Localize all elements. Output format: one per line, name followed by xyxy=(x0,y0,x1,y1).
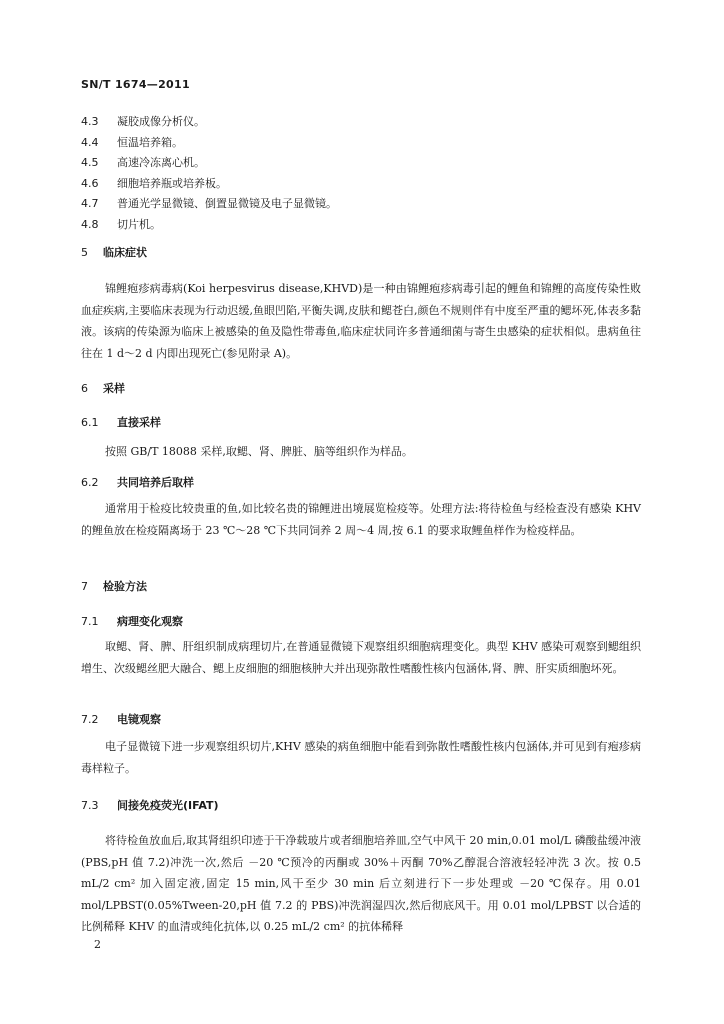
subsection-paragraph: 电子显微镜下进一步观察组织切片,KHV 感染的病鱼细胞中能看到弥散性嗜酸性核内包涵体,并可见到有疱疹病毒样粒子。 xyxy=(81,740,641,775)
subsection-title: 共同培养后取样 xyxy=(117,476,194,489)
item-number: 4.7 xyxy=(81,197,99,210)
page-number: 2 xyxy=(94,938,101,951)
item-text: 细胞培养瓶或培养板。 xyxy=(117,176,227,190)
subsection-title: 电镜观察 xyxy=(117,713,161,726)
item-text: 普通光学显微镜、倒置显微镜及电子显微镜。 xyxy=(117,197,337,210)
item-number: 4.3 xyxy=(81,115,99,128)
item-text: 切片机。 xyxy=(117,217,161,231)
section-number: 5 xyxy=(81,246,88,259)
subsection-number: 6.1 xyxy=(81,416,99,429)
subsection-title: 间接免疫荧光(IFAT) xyxy=(117,799,219,812)
list-item xyxy=(81,112,337,133)
section-heading xyxy=(81,578,147,594)
subsection-heading xyxy=(81,797,219,813)
item-number: 4.6 xyxy=(81,176,99,190)
item-text: 恒温培养箱。 xyxy=(117,135,183,149)
item-text: 高速冷冻离心机。 xyxy=(117,156,205,169)
subsection-heading xyxy=(81,711,161,727)
section-number: 6 xyxy=(81,382,88,395)
item-text: 凝胶成像分析仪。 xyxy=(117,115,205,128)
list-item xyxy=(81,153,337,174)
equipment-list xyxy=(81,112,337,235)
subsection-number: 7.1 xyxy=(81,615,99,628)
item-number: 4.8 xyxy=(81,217,99,231)
subsection-paragraph: 通常用于检疫比较贵重的鱼,如比较名贵的锦鲤进出境展览检疫等。处理方法:将待检鱼与经检查没有感染 KHV 的鲤鱼放在检疫隔离场于 23 ℃～28 ℃下共同饲养 2 周～4 周,按 6.1 的要求取鲤鱼样作为检疫样品。 xyxy=(81,502,641,537)
subsection-title: 直接采样 xyxy=(117,416,161,429)
subsection-heading xyxy=(81,414,161,430)
subsection-heading xyxy=(81,613,183,629)
list-item xyxy=(81,215,337,236)
subsection-heading xyxy=(81,474,194,490)
section-paragraph: 锦鲤疱疹病毒病(Koi herpesvirus disease,KHVD)是一种由锦鲤疱疹病毒引起的鲤鱼和锦鲤的高度传染性败血症疾病,主要临床表现为行动迟缓,鱼眼凹陷,平衡失调,皮肤和鳃苍白,颜色不规则伴有中度至严重的鳃坏死,体表多黏液。该病的传染源为临床上被感染的鱼及隐性带毒鱼,临床症状同许多普通细菌与寄生虫感染的症状相似。患病鱼往往在 1 d～2 d 内即出现死亡(参见附录 A)。 xyxy=(81,282,641,360)
list-item xyxy=(81,174,337,195)
list-item xyxy=(81,194,337,215)
item-number: 4.5 xyxy=(81,156,99,169)
item-number: 4.4 xyxy=(81,135,99,149)
section-number: 7 xyxy=(81,580,88,593)
section-heading xyxy=(81,380,125,396)
subsection-paragraph: 将待检鱼放血后,取其肾组织印迹于干净载玻片或者细胞培养皿,空气中风干 20 min,0.01 mol/L 磷酸盐缓冲液(PBS,pH 值 7.2)冲洗一次,然后 －20 ℃预冷的丙酮或 30%＋丙酮 70%乙醇混合溶液轻轻冲洗 3 次。按 0.5 mL/2 cm² 加入固定液,固定 15 min,风干至少 30 min 后立刻进行下一步处理或 －20 ℃保存。用 0.01 mol/LPBST(0.05%Tween-20,pH 值 7.2 的 PBS)冲洗润湿四次,然后彻底风干。用 0.01 mol/LPBST 以合适的比例稀释 KHV 的血清或纯化抗体,以 0.25 mL/2 cm² 的抗体稀释 xyxy=(81,834,641,933)
standard-code-header: SN/T 1674—2011 xyxy=(81,78,190,91)
section-heading xyxy=(81,244,147,260)
section-title: 临床症状 xyxy=(103,246,147,259)
subsection-paragraph: 按照 GB/T 18088 采样,取鳃、肾、脾脏、脑等组织作为样品。 xyxy=(105,445,413,458)
section-title: 采样 xyxy=(103,382,125,395)
section-title: 检验方法 xyxy=(103,580,147,593)
subsection-title: 病理变化观察 xyxy=(117,615,183,628)
subsection-number: 7.3 xyxy=(81,799,99,812)
subsection-paragraph: 取鳃、肾、脾、肝组织制成病理切片,在普通显微镜下观察组织细胞病理变化。典型 KHV 感染可观察到鳃组织增生、次级鳃丝肥大融合、鳃上皮细胞的细胞核肿大并出现弥散性嗜酸性核内包涵体,肾、脾、肝实质细胞坏死。 xyxy=(81,640,641,675)
subsection-number: 7.2 xyxy=(81,713,99,726)
subsection-number: 6.2 xyxy=(81,476,99,489)
list-item xyxy=(81,133,337,154)
